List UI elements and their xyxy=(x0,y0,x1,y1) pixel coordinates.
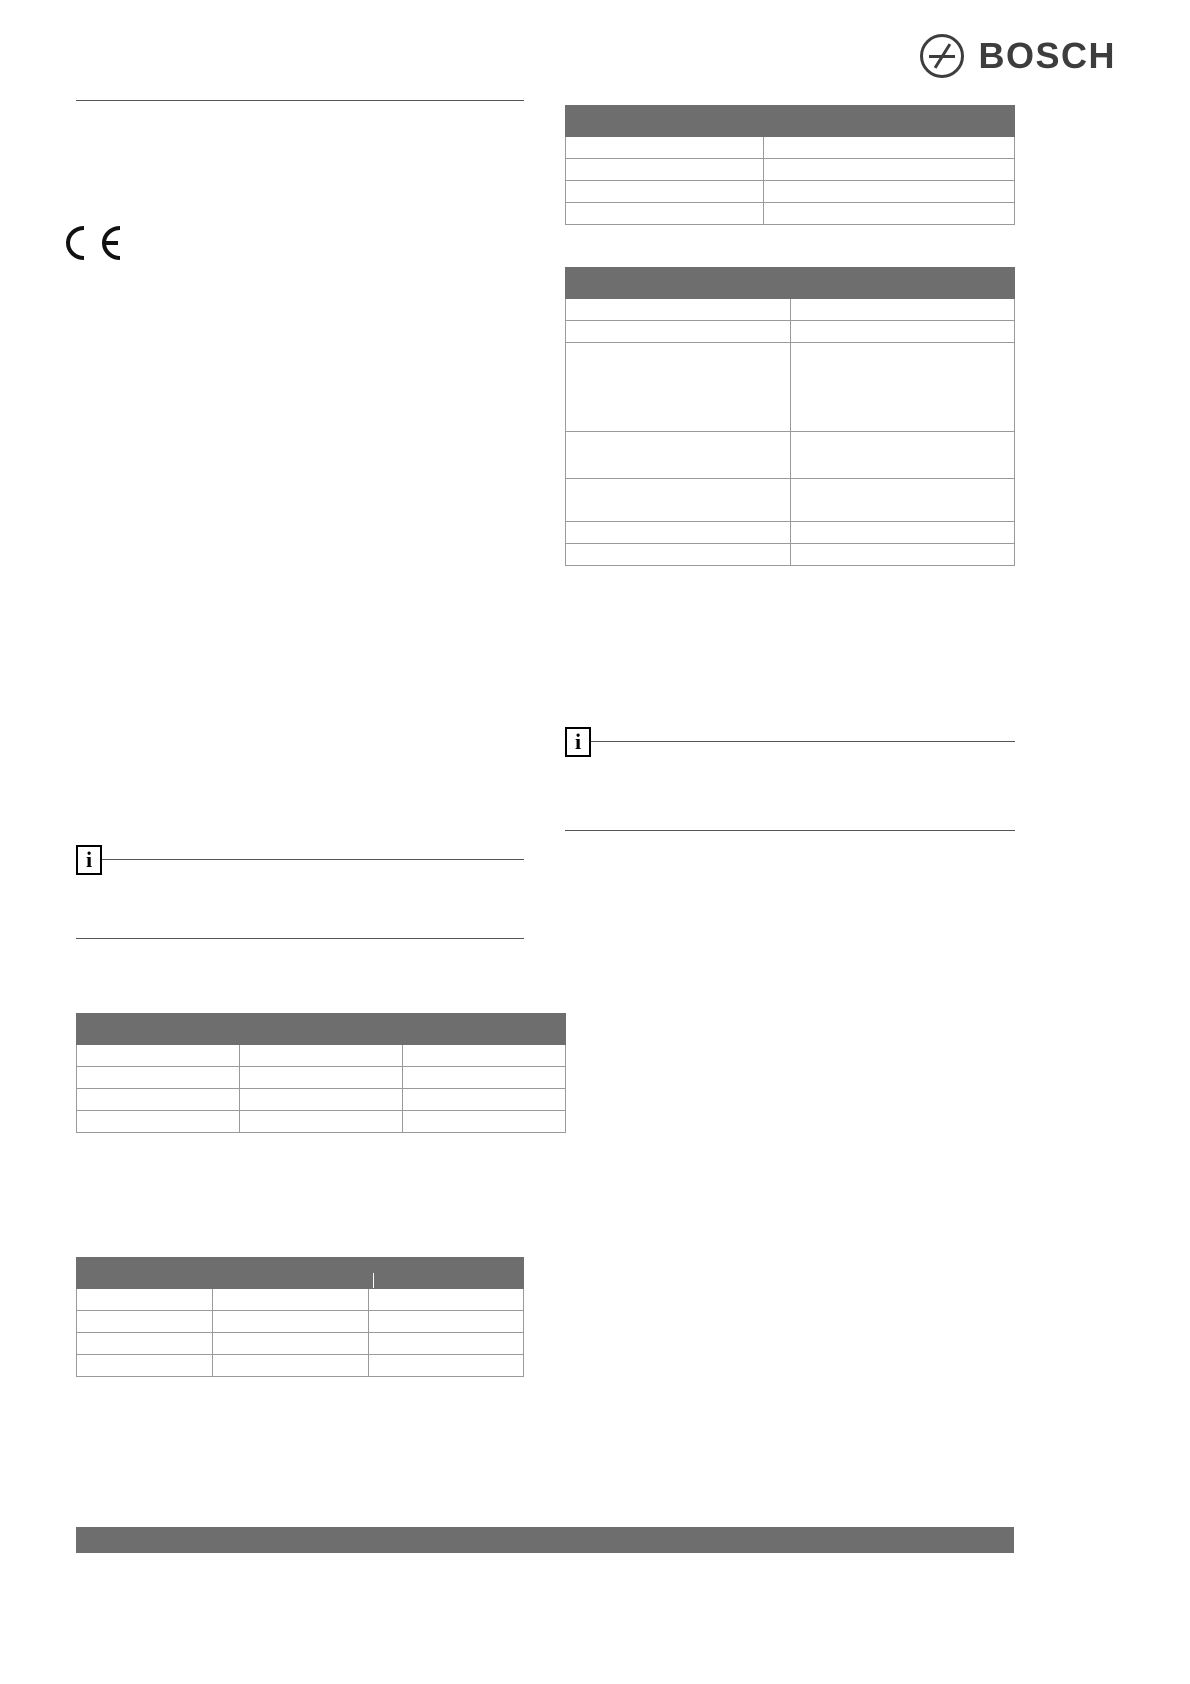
table-cell xyxy=(368,1289,524,1311)
column-header xyxy=(764,106,1015,137)
table-cell xyxy=(566,299,791,321)
table-row xyxy=(77,1089,566,1111)
column-header xyxy=(566,106,764,137)
table-row xyxy=(566,203,1015,225)
table-cell xyxy=(790,321,1015,343)
table-cell xyxy=(240,1067,403,1089)
specifications-table-left-2 xyxy=(76,1257,524,1377)
section-divider-left-top xyxy=(76,100,524,101)
column-header xyxy=(213,1258,524,1289)
table-row xyxy=(77,1111,566,1133)
note-box-right xyxy=(565,727,1015,757)
table-cell xyxy=(790,343,1015,432)
table-header-row xyxy=(566,268,1015,299)
column-header xyxy=(403,1014,566,1045)
table-cell xyxy=(566,321,791,343)
table-cell xyxy=(790,522,1015,544)
specifications-table-left-1 xyxy=(76,1013,566,1133)
table-cell xyxy=(77,1067,240,1089)
table-row xyxy=(77,1067,566,1089)
table-row xyxy=(566,479,1015,522)
column-header xyxy=(77,1258,213,1289)
table-cell xyxy=(77,1289,213,1311)
bosch-logo xyxy=(920,34,1116,78)
specifications-table-right-2 xyxy=(565,267,1015,566)
footer-bar xyxy=(76,1527,1014,1553)
table-cell xyxy=(213,1289,369,1311)
table-cell xyxy=(403,1045,566,1067)
bosch-anchor-logo-icon xyxy=(920,34,964,78)
section-divider-left-mid xyxy=(76,938,524,939)
table-cell xyxy=(213,1333,369,1355)
table-row xyxy=(566,299,1015,321)
table-cell xyxy=(213,1355,369,1377)
table-cell xyxy=(790,432,1015,479)
table-header-row xyxy=(77,1014,566,1045)
table-row xyxy=(566,432,1015,479)
table-cell xyxy=(240,1111,403,1133)
table-cell xyxy=(403,1111,566,1133)
table-cell xyxy=(240,1089,403,1111)
table-cell xyxy=(368,1333,524,1355)
table-row xyxy=(566,137,1015,159)
table-cell xyxy=(566,522,791,544)
table-row xyxy=(566,343,1015,432)
table-cell xyxy=(566,181,764,203)
table-cell xyxy=(790,544,1015,566)
column-header xyxy=(77,1014,240,1045)
table-cell xyxy=(77,1355,213,1377)
table-cell xyxy=(77,1045,240,1067)
table-cell xyxy=(368,1355,524,1377)
table-cell xyxy=(566,159,764,181)
table-cell xyxy=(77,1311,213,1333)
section-divider-right xyxy=(565,830,1015,831)
ce-conformity-mark-icon xyxy=(62,222,132,264)
note-divider xyxy=(102,859,524,860)
table-cell xyxy=(566,432,791,479)
table-cell xyxy=(213,1311,369,1333)
information-icon: i xyxy=(76,845,102,875)
table-cell xyxy=(240,1045,403,1067)
table-cell xyxy=(764,181,1015,203)
table-cell xyxy=(566,343,791,432)
information-icon: i xyxy=(565,727,591,757)
specifications-table-right-1 xyxy=(565,105,1015,225)
table-row xyxy=(77,1045,566,1067)
table-cell xyxy=(790,479,1015,522)
table-cell xyxy=(566,137,764,159)
table-cell xyxy=(764,203,1015,225)
table-row xyxy=(566,159,1015,181)
column-header xyxy=(240,1014,403,1045)
table-cell xyxy=(368,1311,524,1333)
table-header-row xyxy=(77,1258,524,1289)
note-box-left xyxy=(76,845,524,875)
table-row xyxy=(77,1311,524,1333)
table-cell xyxy=(566,544,791,566)
table-cell xyxy=(764,137,1015,159)
table-row xyxy=(566,181,1015,203)
table-header-row xyxy=(566,106,1015,137)
table-cell xyxy=(403,1067,566,1089)
table-row xyxy=(566,544,1015,566)
table-row xyxy=(566,522,1015,544)
table-row xyxy=(77,1333,524,1355)
table-row xyxy=(77,1289,524,1311)
table-cell xyxy=(790,299,1015,321)
table-row xyxy=(77,1355,524,1377)
table-cell xyxy=(566,203,764,225)
table-cell xyxy=(764,159,1015,181)
table-cell xyxy=(403,1089,566,1111)
column-header xyxy=(566,268,1015,299)
table-cell xyxy=(77,1089,240,1111)
note-divider xyxy=(591,741,1015,742)
table-cell xyxy=(566,479,791,522)
table-cell xyxy=(77,1111,240,1133)
brand-name: BOSCH xyxy=(978,35,1116,76)
table-row xyxy=(566,321,1015,343)
table-cell xyxy=(77,1333,213,1355)
